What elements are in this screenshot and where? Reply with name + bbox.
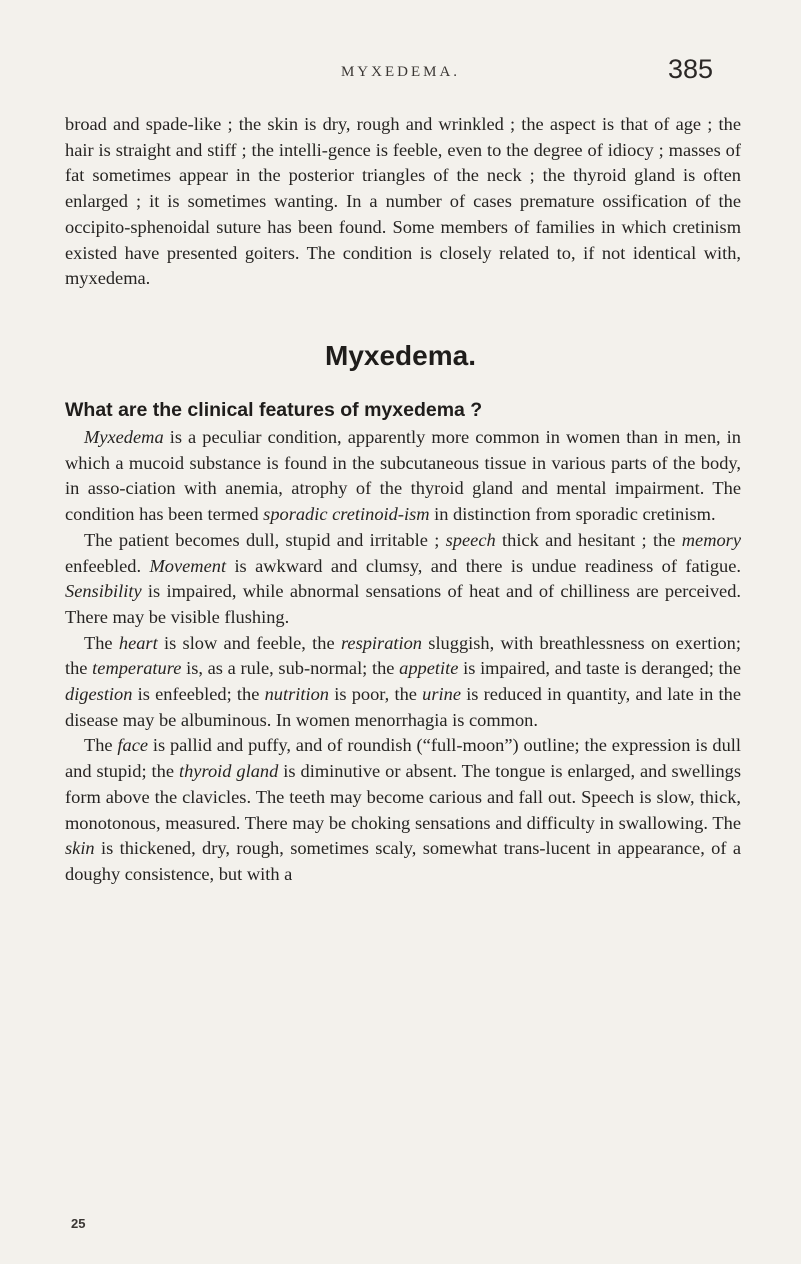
term-memory: memory [681,529,742,550]
term-temperature: temperature [92,658,182,679]
term-urine: urine [422,684,461,705]
term-skin: skin [65,838,95,859]
term-sporadic-cretinoidism: sporadic cretinoid-ism [263,504,430,525]
signature-mark: 25 [71,1216,86,1231]
term-thyroid-gland: thyroid gland [179,761,279,782]
paragraph-definition: Myxedema is a peculiar condition, apparently more common in women than in men, in which a mucoid substance is found in the subcutaneous tissue in various parts of the body, in asso-ciation with anemia, atrophy of the thyroid gland and mental impairment. The condition has been termed sporadic cretinoid-ism in distinction from sporadic cretinism. [65,427,741,525]
section-title: Myxedema. [325,340,476,371]
term-appetite: appetite [399,658,459,679]
intro-paragraph: broad and spade-like ; the skin is dry, rough and wrinkled ; the aspect is that of age ; the hair is straight and stiff ; the intelli-gence is feeble, even to the degree of idiocy ; masses of fat sometimes appear in the posterior triangles of the neck ; the thyroid gland is often enlarged ; it is sometimes wanting. In a number of cases premature ossification of the occipito-sphenoidal suture has been found. Some members of families in which cretinism existed have presented goiters. The condition is closely related to, if not identical with, myxedema. [65,114,741,289]
running-head-title: MYXEDEMA. [340,64,461,80]
term-respiration: respiration [340,632,422,653]
term-speech: speech [445,529,496,550]
term-myxedema: Myxedema [84,427,164,447]
paragraph-systemic-symptoms: The heart is slow and feeble, the respiration sluggish, with breathlessness on exertion; the temperature is, as a rule, sub-normal; the appetite is impaired, and taste is deranged; the digestion is enfeebled; the nutrition is poor, the urine is reduced in quantity, and late in the disease may be albuminous. In women menorrhagia is common. [65,632,742,730]
intro-block [65,112,741,292]
term-digestion: digestion [65,684,133,705]
term-face: face [117,735,149,756]
term-nutrition: nutrition [264,684,329,705]
paragraph-mental-symptoms: The patient becomes dull, stupid and irritable ; speech thick and hesitant ; the memory enfeebled. Movement is awkward and clumsy, and there is undue readiness of fatigue. Sensibility is impaired, while abnormal sensations of heat and of chilliness are perceived. There may be visible flushing. [65,529,742,627]
term-sensibility: Sensibility [65,581,142,602]
term-movement: Movement [149,555,227,576]
question-heading: What are the clinical features of myxedema ? [65,399,483,421]
paragraph-physical-signs: The face is pallid and puffy, and of roundish (“full-moon”) outline; the expression is dull and stupid; the thyroid gland is diminutive or absent. The tongue is enlarged, and swellings form above the clavicles. The teeth may become carious and fall out. Speech is slow, thick, monotonous, measured. There may be choking sensations and difficulty in swallowing. The skin is thickened, dry, rough, sometimes scaly, somewhat trans-lucent in appearance, of a doughy consistence, but with a [65,735,742,884]
main-block [65,398,741,888]
term-heart: heart [118,632,158,653]
running-head [0,54,801,94]
page-number: 385 [667,54,713,84]
